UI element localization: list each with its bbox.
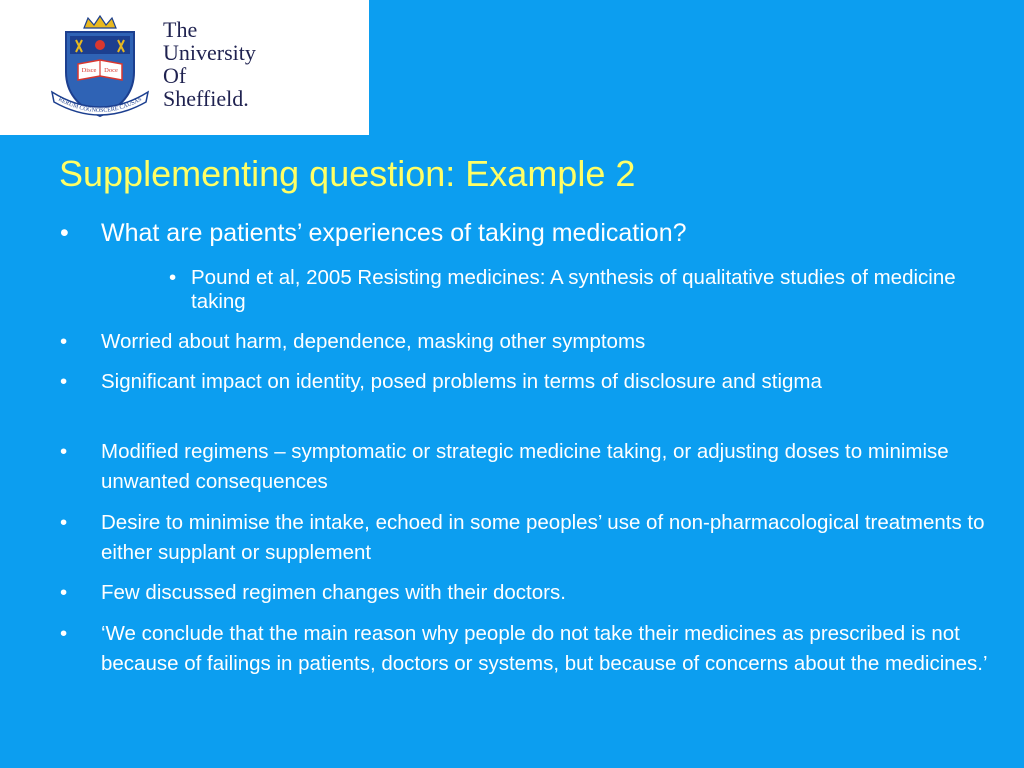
university-wordmark <box>163 18 256 110</box>
university-logo <box>0 0 369 135</box>
wordmark-line-2: University <box>163 40 256 65</box>
slide-title: Supplementing question: Example 2 <box>59 153 636 194</box>
list-item <box>60 619 990 679</box>
book-right-text: Doce <box>104 67 118 74</box>
bullet-marker: • <box>169 266 177 289</box>
bullet-marker: • <box>60 581 68 604</box>
point-text: Significant impact on identity, posed problems in terms of disclosure and stigma <box>101 370 822 393</box>
point-text: ‘We conclude that the main reason why people do not take their medicines as prescribed is not because of failings in patients, doctors or systems, but because of concerns about the medicines.’ <box>101 622 988 675</box>
sub-reference-bullet <box>169 266 969 314</box>
list-item <box>60 327 990 357</box>
bullet-marker: • <box>60 219 69 247</box>
point-text: Desire to minimise the intake, echoed in some peoples’ use of non-pharmacological treatments to either supplant or supplement <box>101 511 985 564</box>
bullet-marker: • <box>60 330 68 353</box>
wordmark-line-3: Of <box>163 63 187 88</box>
bullet-marker: • <box>60 511 68 534</box>
bullet-marker: • <box>60 440 68 463</box>
university-crest-icon <box>46 14 154 122</box>
bullet-marker: • <box>60 622 68 645</box>
list-item <box>60 437 990 497</box>
main-question-text: What are patients’ experiences of taking medication? <box>101 219 687 247</box>
wordmark-line-1: The <box>163 17 198 42</box>
point-text: Modified regimens – symptomatic or strategic medicine taking, or adjusting doses to minimise unwanted consequences <box>101 440 949 493</box>
wordmark-line-4: Sheffield. <box>163 86 249 111</box>
book-left-text: Disce <box>81 67 97 74</box>
sub-reference-text: Pound et al, 2005 Resisting medicines: A synthesis of qualitative studies of medicine taking <box>191 266 956 313</box>
list-item <box>60 508 990 568</box>
list-item <box>60 578 990 608</box>
bullet-marker: • <box>60 370 68 393</box>
point-text: Worried about harm, dependence, masking other symptoms <box>101 330 646 353</box>
motto-text: RERUM COGNOSCERE CAUSAS <box>57 96 143 115</box>
list-item <box>60 367 990 397</box>
point-text: Few discussed regimen changes with their doctors. <box>101 581 566 604</box>
main-question-bullet <box>60 218 990 248</box>
